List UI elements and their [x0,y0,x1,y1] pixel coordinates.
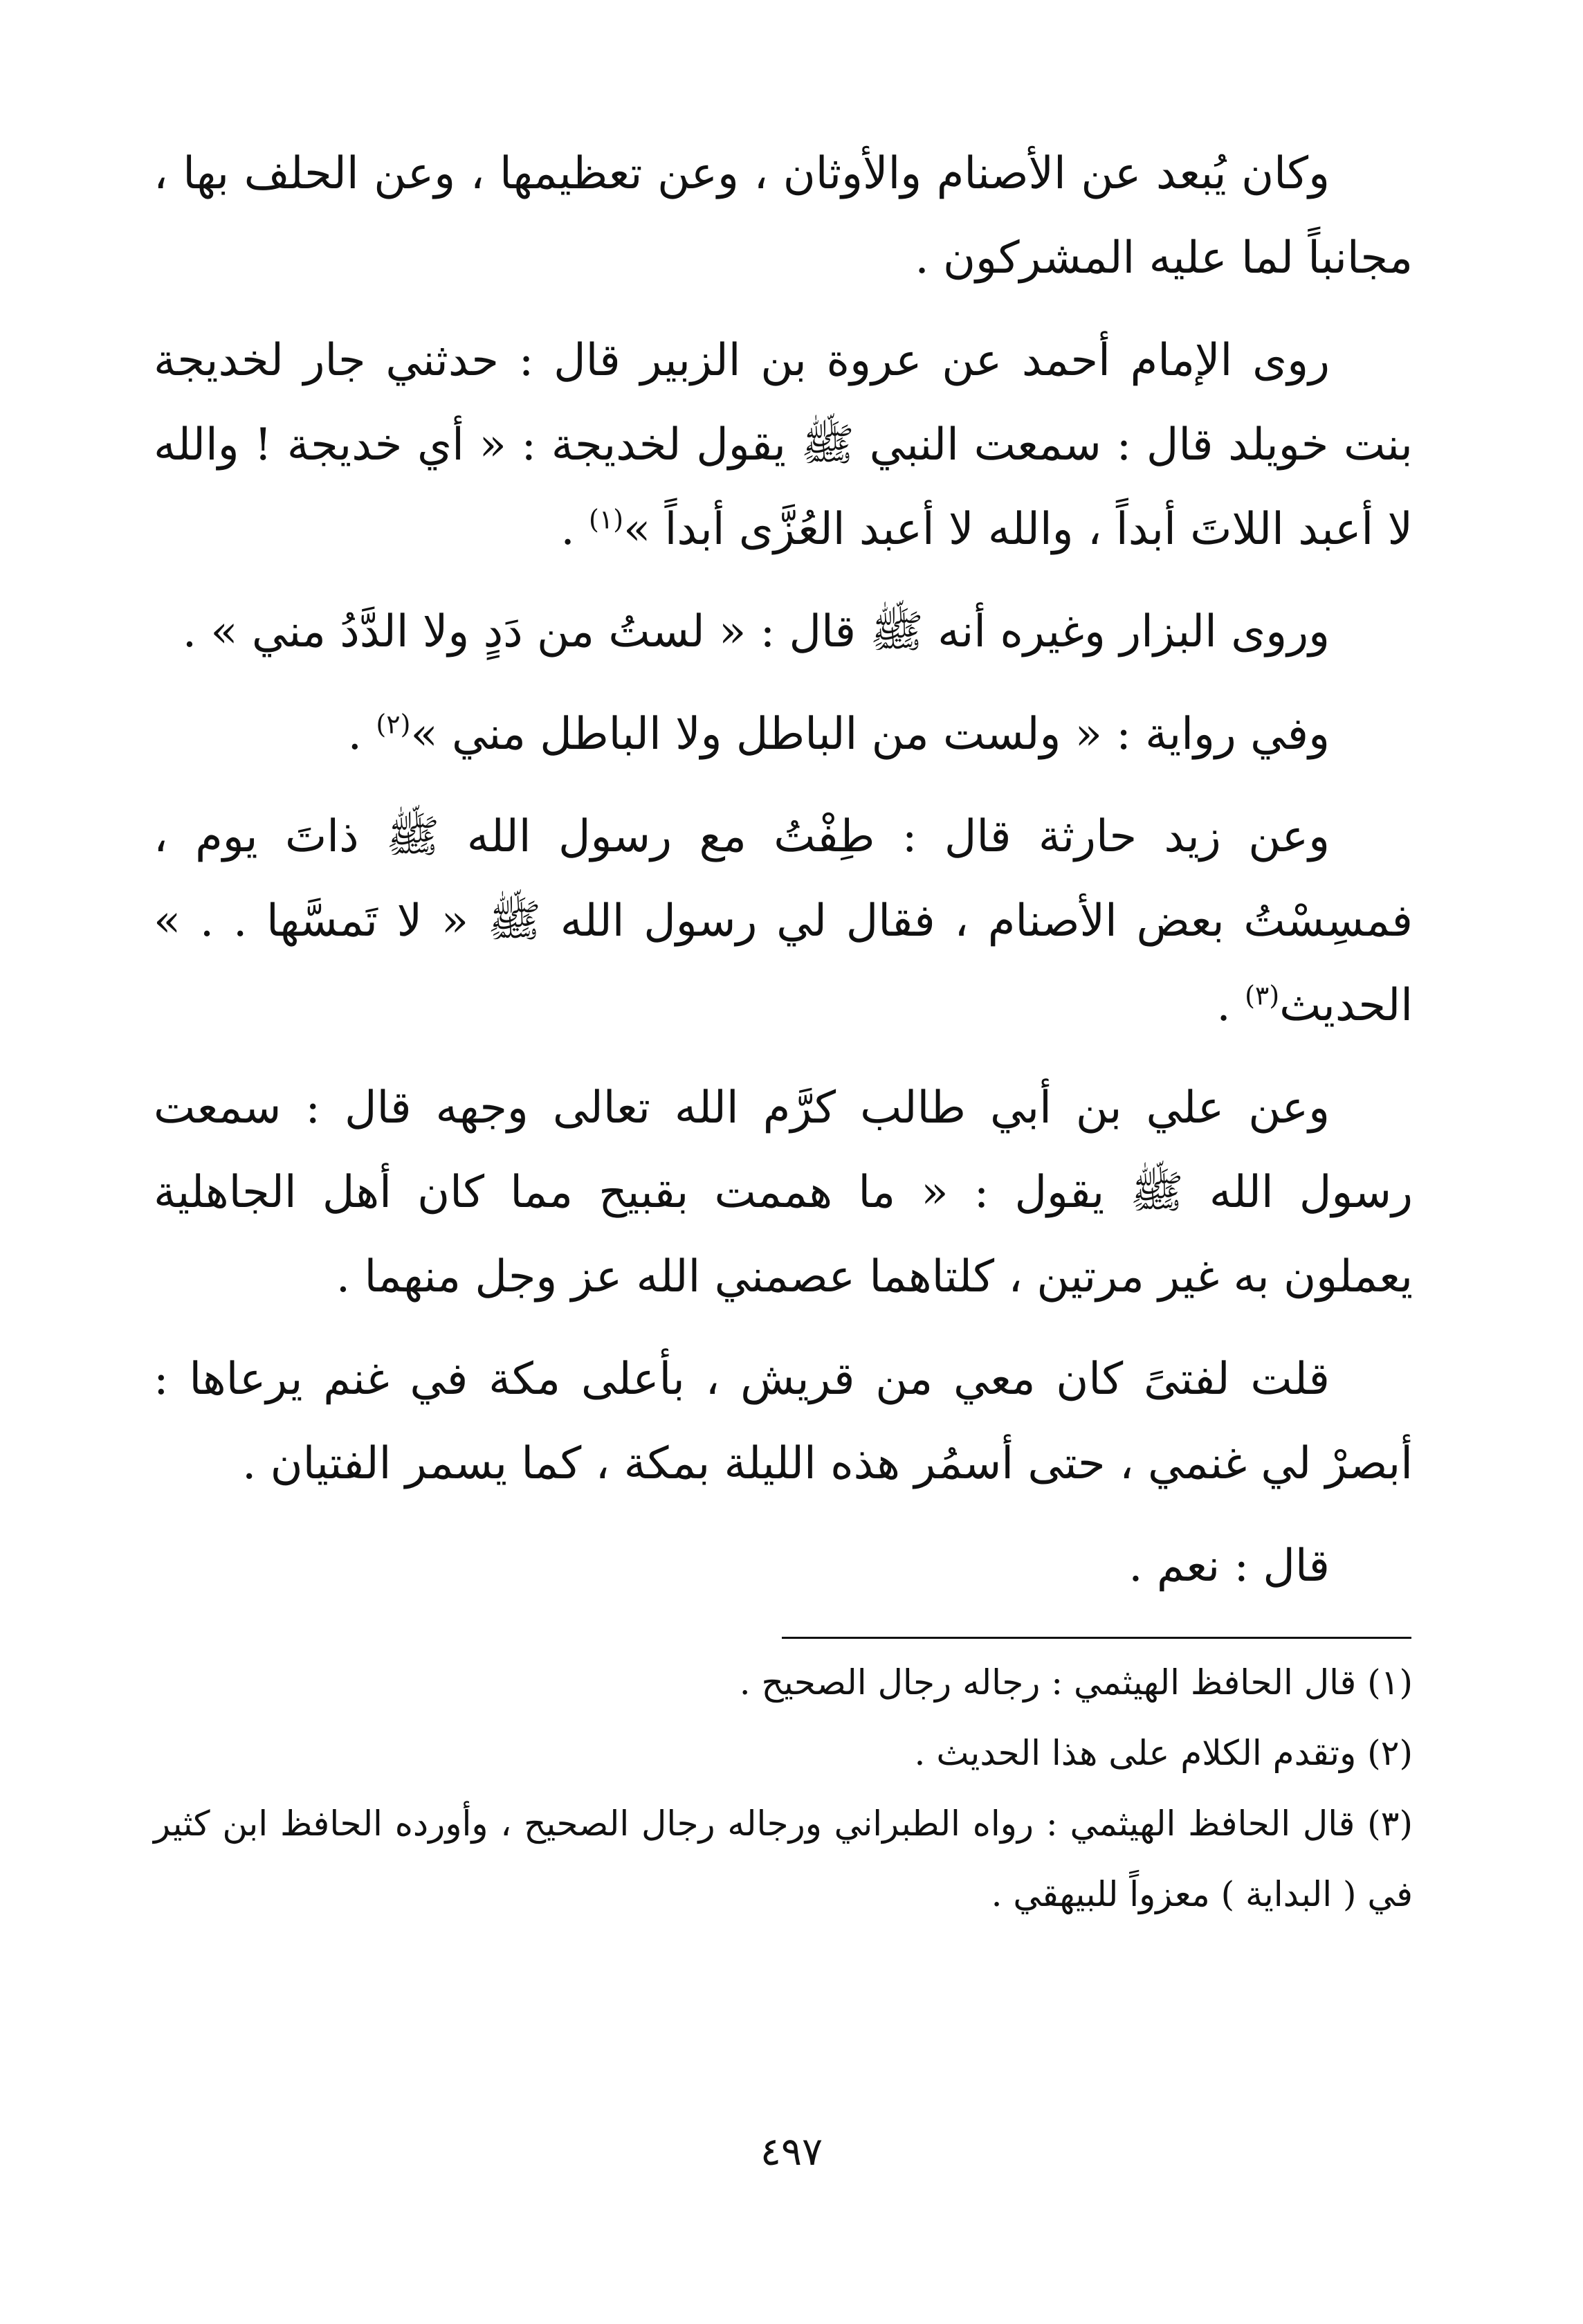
paragraph-6: وعن علي بن أبي طالب كرَّم الله تعالى وجهه قال : سمعت رسول الله ﷺ يقول : « ما هممت بقبيح مما كان أهل الجاهلية يعملون به غير مرتين ، كلتاهما عصمني الله عز وجل منهما . [154,1082,1413,1302]
footnotes [154,1647,1413,1930]
paragraph-5: وعن زيد حارثة قال : طِفْتُ مع رسول الله ﷺ ذاتَ يوم ، فمسِسْتُ بعض الأصنام ، فقال لي رسول الله ﷺ « لا تَمسَّها . . » الحديث$^{(٣)}$ . [154,811,1413,1031]
paragraph-7: قلت لفتىً كان معي من قريش ، بأعلى مكة في غنم يرعاها : أبصرْ لي غنمي ، حتى أسمُر هذه الليلة بمكة ، كما يسمر الفتيان . [154,1354,1413,1489]
paragraph-3: وروى البزار وغيره أنه ﷺ قال : « لستُ من دَدٍ ولا الدَّدُ مني » . [182,606,1330,657]
footnote-ref-2[interactable]: (٢) [376,709,411,740]
footnote-2: (٢) وتقدم الكلام على هذا الحديث . [914,1733,1413,1773]
footnote-1: (١) قال الحافظ الهيثمي : رجاله رجال الصحيح . [739,1662,1413,1703]
paragraph-1: وكان يُبعد عن الأصنام والأوثان ، وعن تعظيمها ، وعن الحلف بها ، مجانباً لما عليه المشركون . [154,148,1413,284]
page-number: ٤٩٧ [760,2130,823,2175]
paragraph-4: وفي رواية : « ولست من الباطل ولا الباطل مني »$^{(٢)}$ . [347,709,1330,760]
footnote-3: (٣) قال الحافظ الهيثمي : رواه الطبراني ورجاله رجال الصحيح ، وأورده الحافظ ابن كثير في ( البداية ) معزواً للبيهقي . [154,1804,1413,1914]
footnote-ref-3[interactable]: (٣) [1245,980,1280,1011]
paragraph-8: قال : نعم . [1128,1541,1330,1592]
paragraph-2: روى الإمام أحمد عن عروة بن الزبير قال : حدثني جار لخديجة بنت خويلد قال : سمعت النبي ﷺ يقول لخديجة : « أي خديجة ! والله لا أعبد اللاتَ أبداً ، والله لا أعبد العُزَّى أبداً »$^{(١)}$ . [154,335,1413,555]
footnote-divider [782,1637,1411,1639]
main-text [154,131,1413,1626]
footnote-ref-1[interactable]: (١) [589,504,624,535]
